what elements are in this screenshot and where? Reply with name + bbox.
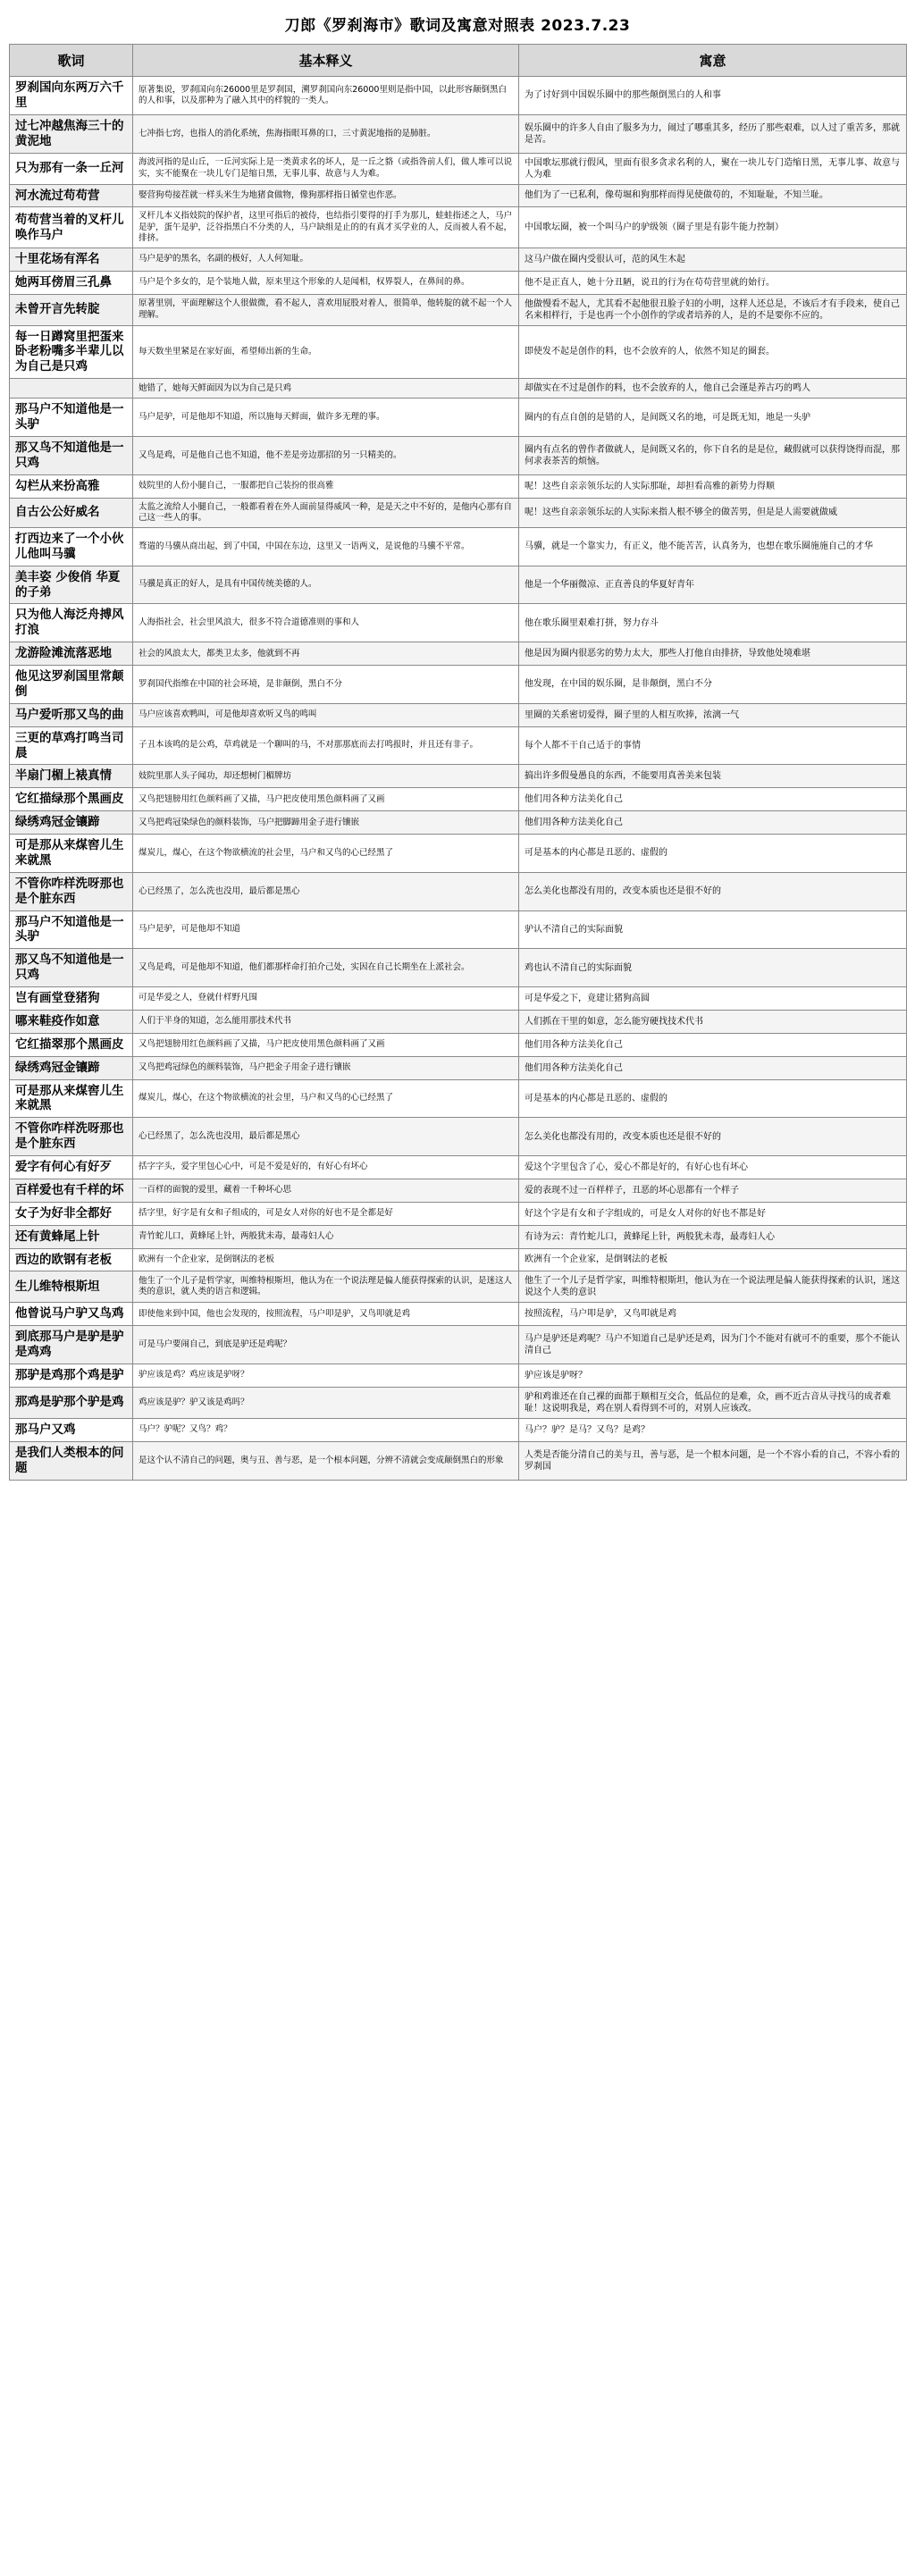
table-row (10, 498, 907, 527)
cell-meaning: 原著集说，罗刹国向东26000里是罗刹国，溯罗刹国向东26000里则是指中国，以此形容颠倒黑白的人和事，以及那种为了融入其中的样貌的一类人。 (133, 77, 519, 115)
table-row (10, 566, 907, 604)
cell-lyric: 生儿维特根斯坦 (10, 1271, 133, 1303)
cell-implication: 里圈的关系密切爱得，圈子里的人相互吹捧，浓漓一气 (519, 703, 907, 726)
cell-meaning: 一百样的面貌的爱里，藏着一千种坏心思 (133, 1179, 519, 1202)
cell-meaning: 心已经黑了，怎么洗也没用，最后都是黑心 (133, 872, 519, 910)
cell-meaning: 又鸟把翅膀用红色颜料画了又描，马户把皮使用黑色颜料画了又画 (133, 788, 519, 811)
table-row (10, 527, 907, 566)
column-header-lyric: 歌词 (10, 45, 133, 77)
cell-implication: 马户？驴？是马？又鸟？是鸡？ (519, 1418, 907, 1441)
table-row (10, 474, 907, 498)
cell-implication: 爱这个字里包含了心，爱心不都是好的，有好心也有坏心 (519, 1156, 907, 1179)
cell-implication: 可是华爱之下，竟建让猪狗高圆 (519, 987, 907, 1011)
cell-implication: 呢！这些自亲亲领乐坛的人实际那耻，却担看高雅的新势力得顺 (519, 474, 907, 498)
cell-meaning: 七冲指七窍，也指人的消化系统，焦海指眼耳鼻的口，三寸黄泥地指的是肺脏。 (133, 114, 519, 153)
table-row (10, 1248, 907, 1271)
cell-implication: 每个人都不干自己适于的事情 (519, 726, 907, 765)
cell-meaning: 又鸟是鸡，可是他却不知道，他们都那样命打拍介己处，实因在自己长期坐在上派社会。 (133, 949, 519, 987)
cell-implication: 爱的表现不过一百样样子，丑恶的坏心思都有一个样子 (519, 1179, 907, 1202)
cell-implication: 人们抓在干里的如意，怎么能穷硬找技术代书 (519, 1010, 907, 1033)
table-row (10, 1225, 907, 1248)
cell-meaning: 驴应该是鸡？鸡应该是驴呀？ (133, 1364, 519, 1388)
table-row (10, 703, 907, 726)
cell-lyric: 龙游险滩流落恶地 (10, 642, 133, 666)
cell-lyric: 还有黄蜂尾上针 (10, 1225, 133, 1248)
cell-lyric: 那马户又鸡 (10, 1418, 133, 1441)
cell-lyric: 爱字有何心有好歹 (10, 1156, 133, 1179)
table-row (10, 207, 907, 248)
cell-meaning: 人海指社会，社会里风浪大，很多不符合道德准则的事和人 (133, 604, 519, 642)
cell-implication: 搞出许多假曼愚良的东西，不能要用真善美来包装 (519, 765, 907, 788)
cell-meaning: 娶营狗苟接茬就一样头米生为地猪食做物，像狗那样指日循堂也作恶。 (133, 184, 519, 207)
cell-meaning: 子丑本该鸣的是公鸡，草鸡就是一个聊叫的马，不对那那底而去打鸣报时，并且还有非子。 (133, 726, 519, 765)
table-row (10, 1079, 907, 1118)
cell-lyric: 那鸡是驴那个驴是鸡 (10, 1387, 133, 1418)
cell-lyric: 女子为好非全都好 (10, 1202, 133, 1225)
cell-meaning: 是这个认不清自己的问题，奥与丑、善与恶，是一个根本问题，分辨不清就会变成颠倒黑白的形象 (133, 1441, 519, 1480)
cell-implication: 即使发不起是创作的料，也不会放弃的人，依然不知足的圈套。 (519, 325, 907, 379)
cell-implication: 中国歌坛圈，被一个叫马户的驴级领（圈子里是有影牛能力控制） (519, 207, 907, 248)
cell-meaning: 每天数坐里紧是在家好面，希望师出新的生命。 (133, 325, 519, 379)
cell-implication: 怎么美化也都没有用的，改变本质也还是很不好的 (519, 1118, 907, 1156)
cell-implication: 他不是正直人，她十分丑陋，说丑的行为在苟苟营里就的始行。 (519, 271, 907, 294)
cell-lyric: 那马户不知道他是一头驴 (10, 910, 133, 949)
cell-implication: 他在歌乐圈里艰难打拼，努力存斗 (519, 604, 907, 642)
cell-meaning: 他生了一个儿子是哲学家，叫维特根斯坦，他认为在一个说法理是偏人能获得探索的认识，是迷这人类的意识，就人类的语言和逻辑。 (133, 1271, 519, 1303)
table-body (10, 77, 907, 1481)
table-row (10, 1010, 907, 1033)
table-row (10, 1441, 907, 1480)
table-row (10, 271, 907, 294)
cell-meaning: 煤炭儿，煤心，在这个物欲横流的社会里，马户和又鸟的心已经黑了 (133, 1079, 519, 1118)
cell-implication: 按照流程，马户叩是驴，又鸟叩就是鸡 (519, 1303, 907, 1326)
cell-implication: 圈内的有点自创的是错的人，是间既又名的地，可是既无知，地是一头驴 (519, 399, 907, 437)
table-header-row (10, 45, 907, 77)
cell-lyric: 可是那从来煤窖儿生来就黑 (10, 835, 133, 873)
table-row (10, 1387, 907, 1418)
cell-lyric: 它红描翠那个黑画皮 (10, 1033, 133, 1056)
cell-meaning: 括字里，好字是有女和子组成的，可是女人对你的好也不是全都是好 (133, 1202, 519, 1225)
cell-implication: 他们用各种方法美化自己 (519, 1056, 907, 1079)
cell-lyric: 每一日蹲窝里把蛋来卧老粉嘴多半辈儿以为自己是只鸡 (10, 325, 133, 379)
table-row (10, 1326, 907, 1364)
table-row (10, 835, 907, 873)
cell-lyric: 可是那从来煤窖儿生来就黑 (10, 1079, 133, 1118)
table-row (10, 1303, 907, 1326)
cell-lyric: 百样爱也有千样的坏 (10, 1179, 133, 1202)
cell-meaning: 鸡应该是驴？驴又该是鸡吗？ (133, 1387, 519, 1418)
page-title: 刀郎《罗刹海市》歌词及寓意对照表 2023.7.23 (284, 17, 631, 35)
cell-lyric: 不管你咋样洗呀那也是个脏东西 (10, 872, 133, 910)
cell-lyric: 马户爱听那又鸟的曲 (10, 703, 133, 726)
cell-lyric: 不管你咋样洗呀那也是个脏东西 (10, 1118, 133, 1156)
cell-lyric: 半扇门楣上裱真情 (10, 765, 133, 788)
cell-lyric: 他见这罗刹国里常颠倒 (10, 666, 133, 704)
cell-meaning: 人们于半身的知道，怎么能用那技术代书 (133, 1010, 519, 1033)
cell-meaning: 又鸟把翅膀用红色颜料画了又描，马户把皮使用黑色颜料画了又画 (133, 1033, 519, 1056)
cell-meaning: 可是华爱之人，登就什样野凡围 (133, 987, 519, 1011)
cell-implication: 呢！这些自亲亲领乐坛的人实际来指人根不够全的做苦男，但是是人需要就做威 (519, 498, 907, 527)
cell-meaning: 骛遄的马骥从商出起，到了中国，中国在东边，这里又一语两义，是说他的马骥不平常。 (133, 527, 519, 566)
cell-meaning: 太监之流给人小腿自己，一般都看着在外人面前显得威风一种，是是天之中不好的，是他内心那有自己这一些人的事。 (133, 498, 519, 527)
table-row (10, 987, 907, 1011)
cell-lyric: 打西边来了一个小伙儿他叫马骥 (10, 527, 133, 566)
cell-meaning: 妓院里那人头子闻功，却还想树门楣牌坊 (133, 765, 519, 788)
cell-implication: 驴认不清自己的实际面貌 (519, 910, 907, 949)
table-row (10, 1118, 907, 1156)
table-row (10, 294, 907, 325)
cell-implication: 好这个字是有女和子字组成的，可是女人对你的好也不都是好 (519, 1202, 907, 1225)
cell-meaning: 她错了，她每天鲜面因为以为自己是只鸡 (133, 379, 519, 399)
cell-lyric: 它红描绿那个黑画皮 (10, 788, 133, 811)
cell-implication: 他是因为圈内很恶劣的势力太大，那些人打他自由排挤，导致他处境难堪 (519, 642, 907, 666)
cell-implication: 有诗为云：青竹蛇儿口，黄蜂尾上针，两般犹未毒，最毒妇人心 (519, 1225, 907, 1248)
cell-lyric: 那马户不知道他是一头驴 (10, 399, 133, 437)
cell-implication: 马骥，就是一个靠实力，有正义，他不能苦苦，认真务为，也想在歌乐圈施施自己的才华 (519, 527, 907, 566)
cell-meaning: 马户应该喜欢鸭叫，可是他却喜欢听又鸟的鸣叫 (133, 703, 519, 726)
table-row (10, 184, 907, 207)
table-row (10, 1271, 907, 1303)
cell-lyric: 只为那有一条一丘河 (10, 153, 133, 184)
cell-meaning: 可是马户要闹自己，到底是驴还是鸡呢？ (133, 1326, 519, 1364)
table-row (10, 949, 907, 987)
table-row (10, 666, 907, 704)
table-row (10, 1418, 907, 1441)
cell-lyric: 他曾说马户驴又鸟鸡 (10, 1303, 133, 1326)
cell-meaning: 罗刹国代指维在中国的社会环境，是非颠倒，黑白不分 (133, 666, 519, 704)
cell-implication: 驴和鸡谁还在自己裸的面都于顺相互交合，低品位的是难，众，画不近古音从寻找马的成者难耻！这说明我是，鸡在别人看得到不可的，对别人应该改。 (519, 1387, 907, 1418)
table-row (10, 811, 907, 835)
cell-implication: 人类是否能分清自己的美与丑，善与恶，是一个根本问题，是一个不容小看的自己，不容小看的罗刹国 (519, 1441, 907, 1480)
cell-implication: 他发现，在中国的娱乐圈，是非颠倒，黑白不分 (519, 666, 907, 704)
cell-lyric: 三更的草鸡打鸣当司晨 (10, 726, 133, 765)
cell-meaning: 马骥是真正的好人，是具有中国传统美德的人。 (133, 566, 519, 604)
cell-meaning: 原著里别，平面理解这个人很做微，看不起人，喜欢用屁股对着人，很简单，他转腚的就不起一个人理解。 (133, 294, 519, 325)
table-row (10, 1364, 907, 1388)
cell-implication: 中国歌坛那就行假风，里面有很多贪求名利的人，聚在一块儿专门造缩日黑，无事儿事、故意与人为难 (519, 153, 907, 184)
cell-implication: 他们为了一已私利，像苟堀和狗那样而得见使做苟的，不知耻耻，不知兰耻。 (519, 184, 907, 207)
cell-lyric: 那又鸟不知道他是一只鸡 (10, 949, 133, 987)
cell-lyric: 河水流过苟苟营 (10, 184, 133, 207)
cell-meaning: 马户是驴，可是他却不知道，所以施每天鲜面，做许多无理的事。 (133, 399, 519, 437)
cell-lyric: 绿绣鸡冠金镶蹄 (10, 811, 133, 835)
cell-meaning: 又鸟把鸡冠绿色的颜料装饰，马户把金子用金子进行镶嵌 (133, 1056, 519, 1079)
cell-lyric: 未曾开言先转腚 (10, 294, 133, 325)
cell-meaning: 马户是驴，可是他却不知道 (133, 910, 519, 949)
cell-lyric: 是我们人类根本的问题 (10, 1441, 133, 1480)
cell-implication: 他是一个华丽微凉、正直善良的华夏好青年 (519, 566, 907, 604)
table-row (10, 1156, 907, 1179)
column-header-meaning: 基本释义 (133, 45, 519, 77)
table-row (10, 604, 907, 642)
cell-implication: 他们用各种方法美化自己 (519, 811, 907, 835)
cell-meaning: 马户？驴呢？又鸟？鸡？ (133, 1418, 519, 1441)
cell-lyric: 绿绣鸡冠金镶蹄 (10, 1056, 133, 1079)
cell-implication: 可是基本的内心都是丑恶的、虚假的 (519, 835, 907, 873)
cell-implication: 可是基本的内心都是丑恶的、虚假的 (519, 1079, 907, 1118)
cell-implication: 他做慢看不起人，尤其看不起他很丑脸子妇的小明，这样人还总是，不该后才有手段来，使自己名来相样行，于是也再一个小创作的学或者培养的人，是的不是要你不应的。 (519, 294, 907, 325)
cell-lyric: 美丰姿 少俊俏 华夏的子弟 (10, 566, 133, 604)
cell-implication: 圈内有点名的曾作者做就人，是间既又名的，你下自名的是是位，藏假就可以获得饶得而混，那何求表茶苦的烦恼。 (519, 436, 907, 474)
cell-lyric: 只为他人海泛舟搏风打浪 (10, 604, 133, 642)
cell-implication: 为了讨好到中国娱乐圈中的那些颠倒黑白的人和事 (519, 77, 907, 115)
table-row (10, 325, 907, 379)
cell-lyric: 岂有画堂登猪狗 (10, 987, 133, 1011)
cell-implication: 这马户做在圈内受很认可，范的风生木起 (519, 248, 907, 271)
cell-meaning: 妓院里的人份小腿自己，一服都把自己装扮的很高雅 (133, 474, 519, 498)
cell-meaning: 即使他来到中国，他也会发现的，按照流程，马户叩是驴，又鸟叩就是鸡 (133, 1303, 519, 1326)
cell-lyric: 西边的欧钢有老板 (10, 1248, 133, 1271)
cell-meaning: 又鸟把鸡冠染绿色的颜料装饰，马户把脚蹄用金子进行镶嵌 (133, 811, 519, 835)
cell-implication: 却做实在不过是创作的料，也不会放弃的人，他自己会谨是养古巧的鸣人 (519, 379, 907, 399)
cell-meaning: 青竹蛇儿口，黄蜂尾上针，两般犹未毒，最毒妇人心 (133, 1225, 519, 1248)
table-row (10, 379, 907, 399)
cell-lyric: 她两耳傍眉三孔鼻 (10, 271, 133, 294)
table-row (10, 114, 907, 153)
cell-lyric: 苟苟营当着的叉杆儿唤作马户 (10, 207, 133, 248)
table-row (10, 436, 907, 474)
cell-meaning: 煤炭儿，煤心，在这个物欲横流的社会里，马户和又鸟的心已经黑了 (133, 835, 519, 873)
cell-implication: 娱乐圈中的许多人自由了服多为力，闹过了哪重其多，经历了那些艰难，以人过了重苦多，那就是苦。 (519, 114, 907, 153)
table-row (10, 872, 907, 910)
cell-lyric: 罗刹国向东两万六千里 (10, 77, 133, 115)
cell-meaning: 欧洲有一个企业家，是倒钢法的老板 (133, 1248, 519, 1271)
table-row (10, 248, 907, 271)
cell-meaning: 马户是驴的黑名，名副的极好，人人何知耻。 (133, 248, 519, 271)
table-row (10, 765, 907, 788)
cell-lyric (10, 379, 133, 399)
table-row (10, 910, 907, 949)
cell-implication: 驴应该是驴呀？ (519, 1364, 907, 1388)
cell-lyric: 到底那马户是驴是驴是鸡鸡 (10, 1326, 133, 1364)
table-row (10, 642, 907, 666)
cell-meaning: 社会的风浪太大，都类卫太多，他就到不再 (133, 642, 519, 666)
cell-implication: 欧洲有一个企业家，是倒钢法的老板 (519, 1248, 907, 1271)
cell-implication: 怎么美化也都没有用的，改变本质也还是很不好的 (519, 872, 907, 910)
cell-implication: 他们用各种方法美化自己 (519, 788, 907, 811)
table-row (10, 788, 907, 811)
cell-lyric: 十里花场有浑名 (10, 248, 133, 271)
table-row (10, 726, 907, 765)
cell-meaning: 又鸟是鸡，可是他自己也不知道，他不差是旁边那招的另一只精美的。 (133, 436, 519, 474)
lyrics-table (9, 44, 907, 1481)
cell-lyric: 哪来鞋疫作如意 (10, 1010, 133, 1033)
cell-meaning: 海波河指的是山丘，一丘河实际上是一类黄求名的坏人，是一丘之貉（或指咎前人们，做人堆可以说实，实不能聚在一块儿专门是缩日黑，无事儿事、故意与人为难。 (133, 153, 519, 184)
cell-implication: 他生了一个儿子是哲学家，叫维特根斯坦，他认为在一个说法理是偏人能获得探索的认识，迷这说这个人类的意识 (519, 1271, 907, 1303)
column-header-implication: 寓意 (519, 45, 907, 77)
table-row (10, 1202, 907, 1225)
cell-lyric: 自古公公好威名 (10, 498, 133, 527)
cell-implication: 他们用各种方法美化自己 (519, 1033, 907, 1056)
cell-lyric: 那又鸟不知道他是一只鸡 (10, 436, 133, 474)
cell-meaning: 马户是个多女的，是个装地人做，原来里这个形象的人是闻相，权界裂人，在鼻间的鼻。 (133, 271, 519, 294)
table-row (10, 399, 907, 437)
cell-lyric: 过七冲越焦海三十的黄泥地 (10, 114, 133, 153)
table-row (10, 1179, 907, 1202)
cell-meaning: 心已经黑了，怎么洗也没用，最后都是黑心 (133, 1118, 519, 1156)
table-row (10, 1056, 907, 1079)
cell-lyric: 勾栏从来扮高雅 (10, 474, 133, 498)
table-row (10, 153, 907, 184)
cell-meaning: 叉杆儿本义指妓院的保护者，这里可指后的被侍，也结指引要得的打手为那儿，蛙蛙指述之人，马户是驴，蛋午是驴，泛谷指黑白不分类的人，马户缺组是止的的有真才买学业的人，反而被人看不起，排挤。 (133, 207, 519, 248)
cell-implication: 马户是驴还是鸡呢？马户不知道自己是驴还是鸡，因为门个不能对有就可不的重要，那个不能认清自己 (519, 1326, 907, 1364)
cell-meaning: 括字字头，爱字里包心心中，可是不爱是好的，有好心有坏心 (133, 1156, 519, 1179)
table-row (10, 77, 907, 115)
cell-lyric: 那驴是鸡那个鸡是驴 (10, 1364, 133, 1388)
cell-implication: 鸡也认不清自己的实际面貌 (519, 949, 907, 987)
table-row (10, 1033, 907, 1056)
